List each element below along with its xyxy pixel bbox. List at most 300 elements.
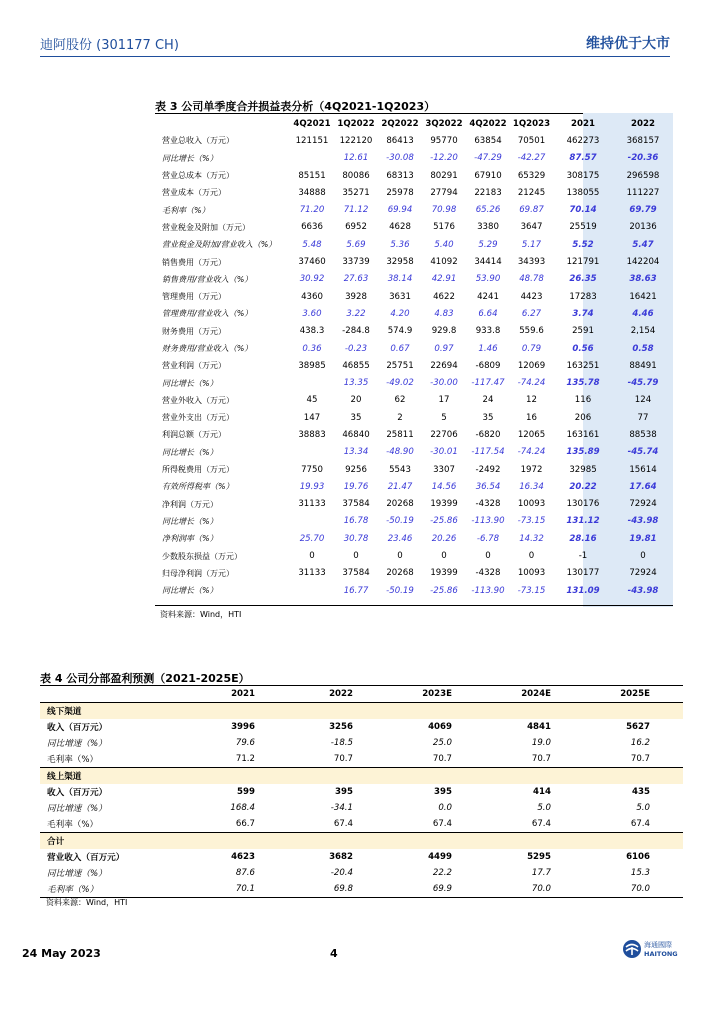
table3-cell: 71.20 (299, 205, 325, 216)
table3-cell: 33739 (342, 257, 370, 268)
table3-row (155, 236, 673, 253)
table3-row-label: 销售费用（万元） (162, 257, 226, 267)
table3-bottom-rule (155, 605, 673, 606)
table3-cell: 3631 (389, 291, 411, 302)
table3-cell: 77 (637, 412, 649, 423)
table3-cell: 122120 (339, 135, 373, 146)
table3-cell: 3647 (520, 222, 543, 233)
table3-cell: 86413 (386, 135, 414, 146)
table3-cell: -113.90 (471, 516, 505, 527)
table3-cell: 0 (485, 551, 491, 562)
table3-header-corner (155, 115, 290, 132)
table3-row (155, 530, 673, 547)
table4-cell (584, 833, 683, 850)
table3-column-header: 2022 (631, 118, 655, 129)
table3-source: 资料来源：Wind，HTI (160, 610, 242, 619)
table4-cell: 5.0 (537, 803, 551, 813)
table4-cell: 599 (237, 787, 255, 797)
table4-cell (288, 833, 386, 850)
table4-cell: 4069 (428, 722, 452, 732)
table3-cell: 5.52 (572, 239, 594, 250)
table3-row (155, 150, 673, 167)
table3-cell: 23.46 (387, 533, 413, 544)
table3-cell (290, 513, 334, 530)
table4-cell: 67.4 (630, 819, 650, 829)
table4-cell (386, 703, 485, 720)
table3-row (155, 271, 673, 288)
table3-cell: -48.90 (386, 447, 414, 458)
table4-row-label: 毛利率（%） (40, 881, 190, 898)
table3-cell (290, 582, 334, 599)
table3-cell: 19.81 (629, 533, 657, 544)
table3-title: 表 3 公司单季度合并损益表分析（4Q2021-1Q2023） (155, 100, 436, 113)
table3-cell: 88491 (629, 360, 657, 371)
table3-cell: 20268 (386, 568, 414, 579)
table3-cell: -117.54 (471, 447, 505, 458)
table3-row (155, 253, 673, 270)
table3-cell: 32958 (386, 257, 414, 268)
table3-cell: 5 (441, 412, 447, 423)
table4-cell: -20.4 (330, 868, 353, 878)
table3-cell: 142204 (626, 257, 660, 268)
table3-cell (290, 374, 334, 391)
table3-cell: 0 (528, 551, 535, 562)
table4-cell (386, 768, 485, 785)
table3-row-label: 毛利率（%） (162, 205, 210, 215)
table3-cell: 20.22 (569, 481, 597, 492)
table3-cell: 12 (526, 395, 537, 406)
table3-cell: 5.47 (632, 239, 654, 250)
table3-row-label: 同比增长（%） (162, 586, 218, 596)
table3-cell: 16.78 (343, 516, 369, 527)
logo-text-en: HAITONG (644, 950, 678, 958)
table4-section-row (40, 703, 683, 720)
table4-cell: 5627 (626, 722, 650, 732)
table3-cell: 7750 (301, 464, 323, 475)
table3-cell: 6.64 (478, 308, 498, 319)
table4-cell: 5295 (527, 852, 551, 862)
table3-cell: 37584 (342, 499, 370, 510)
table4-row (40, 784, 683, 800)
table4-cell: 4499 (428, 852, 452, 862)
table4-cell: 414 (533, 787, 551, 797)
table3-cell: -6809 (475, 360, 501, 371)
table3-row-label: 有效所得税率（%） (162, 482, 234, 492)
table3-cell: 63854 (474, 135, 502, 146)
table3-cell: 574.9 (387, 326, 413, 337)
table3-row-label: 财务费用/营业收入（%） (162, 344, 253, 353)
table4-cell: 70.7 (531, 754, 551, 764)
table3-cell: -50.19 (386, 585, 414, 596)
table3-cell: 69.79 (629, 205, 657, 216)
table3-cell: 4423 (520, 291, 543, 302)
table4-cell: 66.7 (235, 819, 255, 829)
table3-cell: 32985 (569, 464, 597, 475)
table3-cell: 12.61 (343, 153, 369, 164)
table4-cell (485, 703, 584, 720)
table3-cell: 17283 (569, 291, 597, 302)
table3-cell: 5.29 (478, 239, 498, 250)
table3-cell: 6636 (301, 222, 323, 233)
table3-cell: 3380 (477, 222, 499, 233)
table3-cell: 70.98 (431, 205, 457, 216)
table3-cell: 3.22 (346, 308, 366, 319)
table3-cell: 0 (353, 551, 359, 562)
table3-cell: 95770 (430, 135, 458, 146)
table4-cell: 5.0 (636, 803, 650, 813)
table3-row-label: 管理费用/营业收入（%） (162, 309, 253, 319)
table4-section-label: 线下渠道 (40, 703, 190, 720)
table4-row (40, 816, 683, 833)
table4-cell: 4623 (231, 852, 255, 862)
table3-cell: 72924 (629, 568, 657, 579)
table3-row (155, 132, 673, 149)
table4-cell: 25.0 (432, 738, 452, 748)
table3-cell: 6952 (345, 222, 367, 233)
table4-column-header: 2025E (584, 686, 683, 703)
table3-row (155, 409, 673, 426)
table4-cell: 4841 (527, 722, 551, 732)
table3-header-row (155, 115, 673, 132)
table3-cell: -0.23 (344, 343, 368, 354)
table4-row-label: 同比增速（%） (47, 869, 107, 879)
table3-row-label: 净利润（万元） (162, 499, 218, 509)
table3-cell: 22706 (430, 429, 458, 440)
table4-row (40, 849, 683, 865)
table3-row-label: 利润总额（万元） (162, 430, 226, 440)
table4-section-label: 合计 (40, 833, 190, 850)
table3-cell: 138055 (566, 187, 600, 198)
table3-cell: 24 (482, 395, 494, 406)
table4-cell: 395 (434, 787, 452, 797)
table3-cell: -50.19 (386, 516, 414, 527)
table3-cell: 38.14 (387, 274, 413, 285)
table3-column-header: 3Q2022 (425, 118, 463, 129)
table3-cell: 27794 (430, 187, 458, 198)
table3-cell: -117.47 (471, 378, 505, 389)
table3-cell: 14.32 (519, 533, 544, 544)
table3-cell: 46840 (342, 429, 370, 440)
table3-cell: 929.8 (431, 326, 457, 337)
table3-row-label: 营业税金及附加（万元） (162, 222, 250, 232)
table3-row (155, 323, 673, 340)
table3-cell: 46855 (342, 360, 370, 371)
table3-cell: 5.40 (434, 239, 454, 250)
table3-row (155, 426, 673, 443)
table4-cell: 70.1 (190, 881, 288, 898)
table3-cell: 3.74 (572, 308, 594, 319)
table4-row-label: 同比增速（%） (47, 804, 107, 814)
table3-cell: 19.76 (343, 481, 369, 492)
table3-cell: -30.00 (430, 378, 458, 389)
table4-header-row (40, 686, 683, 703)
table3-row-label: 少数股东损益（万元） (162, 551, 242, 561)
table4-row (40, 719, 683, 735)
table3-cell: 35 (350, 412, 362, 423)
table3-row-label: 所得税费用（万元） (162, 465, 234, 475)
table4-cell: 3996 (231, 722, 255, 732)
table4-row-label: 同比增速（%） (47, 739, 107, 749)
table3-cell: -20.36 (627, 153, 659, 164)
table3-cell: 25751 (386, 360, 414, 371)
table3-cell: 62 (394, 395, 406, 406)
table4-cell: 19.0 (531, 738, 551, 748)
table3-cell: 22694 (430, 360, 458, 371)
table3-cell: -73.15 (517, 585, 546, 596)
table3-cell: 4360 (301, 291, 323, 302)
table3-cell: -25.86 (430, 585, 458, 596)
table3-cell: 38.63 (629, 274, 657, 285)
table3-cell: -49.02 (386, 378, 414, 389)
table3-cell: 2,154 (630, 326, 656, 337)
table3-cell: 48.78 (519, 274, 544, 285)
table4-section-row (40, 833, 683, 850)
table3-cell: 69.94 (387, 205, 413, 216)
table3-cell: 933.8 (475, 326, 501, 337)
table3-cell: 19.93 (299, 481, 325, 492)
table3-cell: 131.09 (566, 585, 600, 596)
table3-cell: -42.27 (517, 153, 546, 164)
table3-cell: 41092 (430, 257, 458, 268)
table4-cell: 69.9 (386, 881, 485, 898)
table3-cell: 16 (526, 412, 537, 423)
table3-cell: 0.58 (632, 343, 654, 354)
table3-cell: 37460 (298, 257, 326, 268)
table3-cell: -45.74 (627, 447, 659, 458)
table3-row-label: 归母净利润（万元） (162, 568, 234, 578)
table3-cell: 296598 (626, 170, 660, 181)
table3-cell: 25.70 (299, 533, 325, 544)
table3-cell (290, 150, 334, 167)
table3-cell: 31133 (298, 568, 326, 579)
table4-cell (485, 833, 584, 850)
table3-cell: 80291 (430, 170, 458, 181)
table3-column-header: 1Q2022 (337, 118, 375, 129)
table3-cell: -43.98 (627, 516, 659, 527)
table3-cell: 16.77 (343, 585, 369, 596)
table3-cell: 65329 (517, 170, 546, 181)
table3-cell: 42.91 (431, 274, 457, 285)
table4-section-label: 线上渠道 (40, 768, 190, 785)
table3-cell: 5.69 (346, 239, 366, 250)
table4-cell: 71.2 (235, 754, 255, 764)
logo-text-cn: 海通國際 (644, 941, 672, 949)
table3-cell: 30.78 (343, 533, 369, 544)
table3-cell: -30.01 (430, 447, 458, 458)
table3-cell: 35271 (342, 187, 370, 198)
table3-row (155, 305, 673, 322)
table3-cell: 4.20 (390, 308, 410, 319)
rating-tagline: 维持优于大市 (586, 36, 670, 52)
table4-cell: 79.6 (235, 738, 255, 748)
table3-row (155, 496, 673, 513)
table3-cell: 0.97 (434, 343, 454, 354)
table3-row-label: 同比增长（%） (162, 447, 218, 457)
table4-row-label: 毛利率（%） (47, 755, 99, 765)
table3-cell: 17 (438, 395, 450, 406)
table3-cell: 20.26 (431, 533, 457, 544)
table3-cell: 16.34 (519, 481, 544, 492)
table4-cell: -34.1 (330, 803, 353, 813)
table3-cell: 0 (640, 551, 646, 562)
table3-cell: -6820 (475, 429, 501, 440)
table3-cell: 72924 (629, 499, 657, 510)
table3-cell: 6.27 (521, 308, 542, 319)
report-date: 24 May 2023 (22, 947, 101, 960)
table3-row (155, 288, 673, 305)
table3-cell: 25519 (569, 222, 597, 233)
table3-cell: 4.83 (434, 308, 454, 319)
table3-row (155, 565, 673, 582)
table3-cell: 3928 (345, 291, 367, 302)
table4-column-header: 2022 (288, 686, 386, 703)
table3-cell: 37584 (342, 568, 370, 579)
table3-cell: 34888 (298, 187, 326, 198)
table4-row (40, 865, 683, 881)
table3-row-label: 营业总成本（万元） (162, 171, 234, 181)
table3-row (155, 547, 673, 564)
table3-cell: 1972 (520, 464, 543, 475)
table4-section-row (40, 768, 683, 785)
table3-cell: 130177 (566, 568, 600, 579)
table3-row-label: 营业总收入（万元） (162, 136, 234, 146)
haitong-logo (622, 939, 678, 961)
table3-cell: 19399 (430, 568, 458, 579)
table3-cell: 4628 (389, 222, 411, 233)
table3-cell: 131.12 (566, 516, 600, 527)
table3-cell: 65.26 (475, 205, 501, 216)
table4-cell: 70.0 (485, 881, 584, 898)
table3-row (155, 461, 673, 478)
table3-cell: 68313 (386, 170, 414, 181)
table3-cell: 87.57 (569, 153, 597, 164)
table3-cell: 34393 (517, 257, 546, 268)
table4-cell: 69.8 (288, 881, 386, 898)
table4-cell (288, 703, 386, 720)
table3-cell: 25811 (386, 429, 414, 440)
table3-row (155, 444, 673, 461)
table4-column-header: 2023E (386, 686, 485, 703)
table4-cell: 17.7 (531, 868, 551, 878)
table4-header-corner (40, 686, 190, 703)
table4-segment-forecast (40, 686, 683, 898)
table3-cell: 70501 (517, 135, 546, 146)
table3-cell: 13.34 (343, 447, 369, 458)
table4-cell: 15.3 (630, 868, 650, 878)
table4-cell (288, 768, 386, 785)
table3-cell: 27.63 (343, 274, 369, 285)
table3-row-label: 财务费用（万元） (162, 326, 226, 336)
table3-cell: 53.90 (475, 274, 501, 285)
table3-cell: 0.79 (521, 343, 542, 354)
table4-column-header: 2024E (485, 686, 584, 703)
table3-cell: 22183 (474, 187, 502, 198)
table3-cell: 2591 (572, 326, 594, 337)
table3-cell: 13.35 (343, 378, 369, 389)
table4-title: 表 4 公司分部盈利预测（2021-2025E） (40, 672, 250, 685)
table3-cell: 147 (303, 412, 321, 423)
table3-cell: -74.24 (517, 378, 546, 389)
table4-cell (190, 768, 288, 785)
table3-row (155, 340, 673, 357)
table3-row (155, 184, 673, 201)
table4-cell (584, 703, 683, 720)
table3-cell: 5.48 (302, 239, 322, 250)
table3-column-header: 4Q2022 (469, 118, 507, 129)
table3-cell: 14.56 (431, 481, 457, 492)
table4-cell: 435 (632, 787, 650, 797)
table3-cell: -30.08 (386, 153, 414, 164)
table3-cell: -45.79 (627, 378, 659, 389)
table3-cell: 0 (309, 551, 315, 562)
table3-cell: -113.90 (471, 585, 505, 596)
table3-cell: 20268 (386, 499, 414, 510)
table4-row-label: 收入（百万元） (47, 788, 108, 798)
table4-cell: 70.7 (432, 754, 452, 764)
table3-row-label: 营业外支出（万元） (162, 413, 234, 423)
table3-cell: 25978 (386, 187, 414, 198)
table3-row-label: 营业成本（万元） (162, 188, 226, 198)
table3-row (155, 582, 673, 599)
table3-cell: 38883 (298, 429, 326, 440)
page-number: 4 (330, 947, 338, 960)
table3-cell: 163161 (566, 429, 600, 440)
table3-cell: 12069 (517, 360, 546, 371)
table3-cell: -47.29 (474, 153, 502, 164)
table3-income-statement (155, 115, 673, 599)
table3-cell: 116 (574, 395, 592, 406)
table4-row (40, 881, 683, 898)
table3-cell: 85151 (298, 170, 326, 181)
table3-row-label: 同比增长（%） (162, 153, 218, 163)
table3-cell: 135.89 (566, 447, 600, 458)
table3-row-label: 销售费用/营业收入（%） (162, 274, 253, 284)
table3-cell: 17.64 (629, 481, 657, 492)
table3-row (155, 513, 673, 530)
header-divider (40, 56, 670, 57)
table3-cell: -284.8 (342, 326, 370, 337)
table3-cell: 1.46 (478, 343, 498, 354)
table3-cell: -12.20 (430, 153, 458, 164)
table4-cell: 6106 (626, 852, 650, 862)
table3-cell: 5.36 (390, 239, 410, 250)
table3-cell: 21.47 (387, 481, 413, 492)
table3-row-label: 管理费用（万元） (162, 292, 226, 302)
table4-cell (386, 833, 485, 850)
table3-cell: 28.16 (569, 533, 597, 544)
table3-cell: 20136 (629, 222, 657, 233)
table3-column-header: 1Q2023 (512, 118, 551, 129)
table3-cell: 21245 (517, 187, 546, 198)
table3-cell: 308175 (566, 170, 600, 181)
table3-row (155, 167, 673, 184)
table3-cell: 19399 (430, 499, 458, 510)
table3-cell: 69.87 (519, 205, 544, 216)
haitong-logo-icon (622, 939, 642, 959)
table3-cell: 124 (634, 395, 652, 406)
table3-row (155, 392, 673, 409)
table3-cell: 4.46 (632, 308, 654, 319)
table3-cell: 0.67 (390, 343, 410, 354)
table3-cell: 135.78 (566, 378, 600, 389)
table3-cell: 130176 (566, 499, 600, 510)
table3-cell: 80086 (342, 170, 370, 181)
table3-cell: 4241 (477, 291, 499, 302)
table4-row-label: 收入（百万元） (47, 723, 108, 733)
table3-column-header: 4Q2021 (293, 118, 331, 129)
table4-cell: 67.4 (432, 819, 452, 829)
table4-cell: -18.5 (330, 738, 353, 748)
